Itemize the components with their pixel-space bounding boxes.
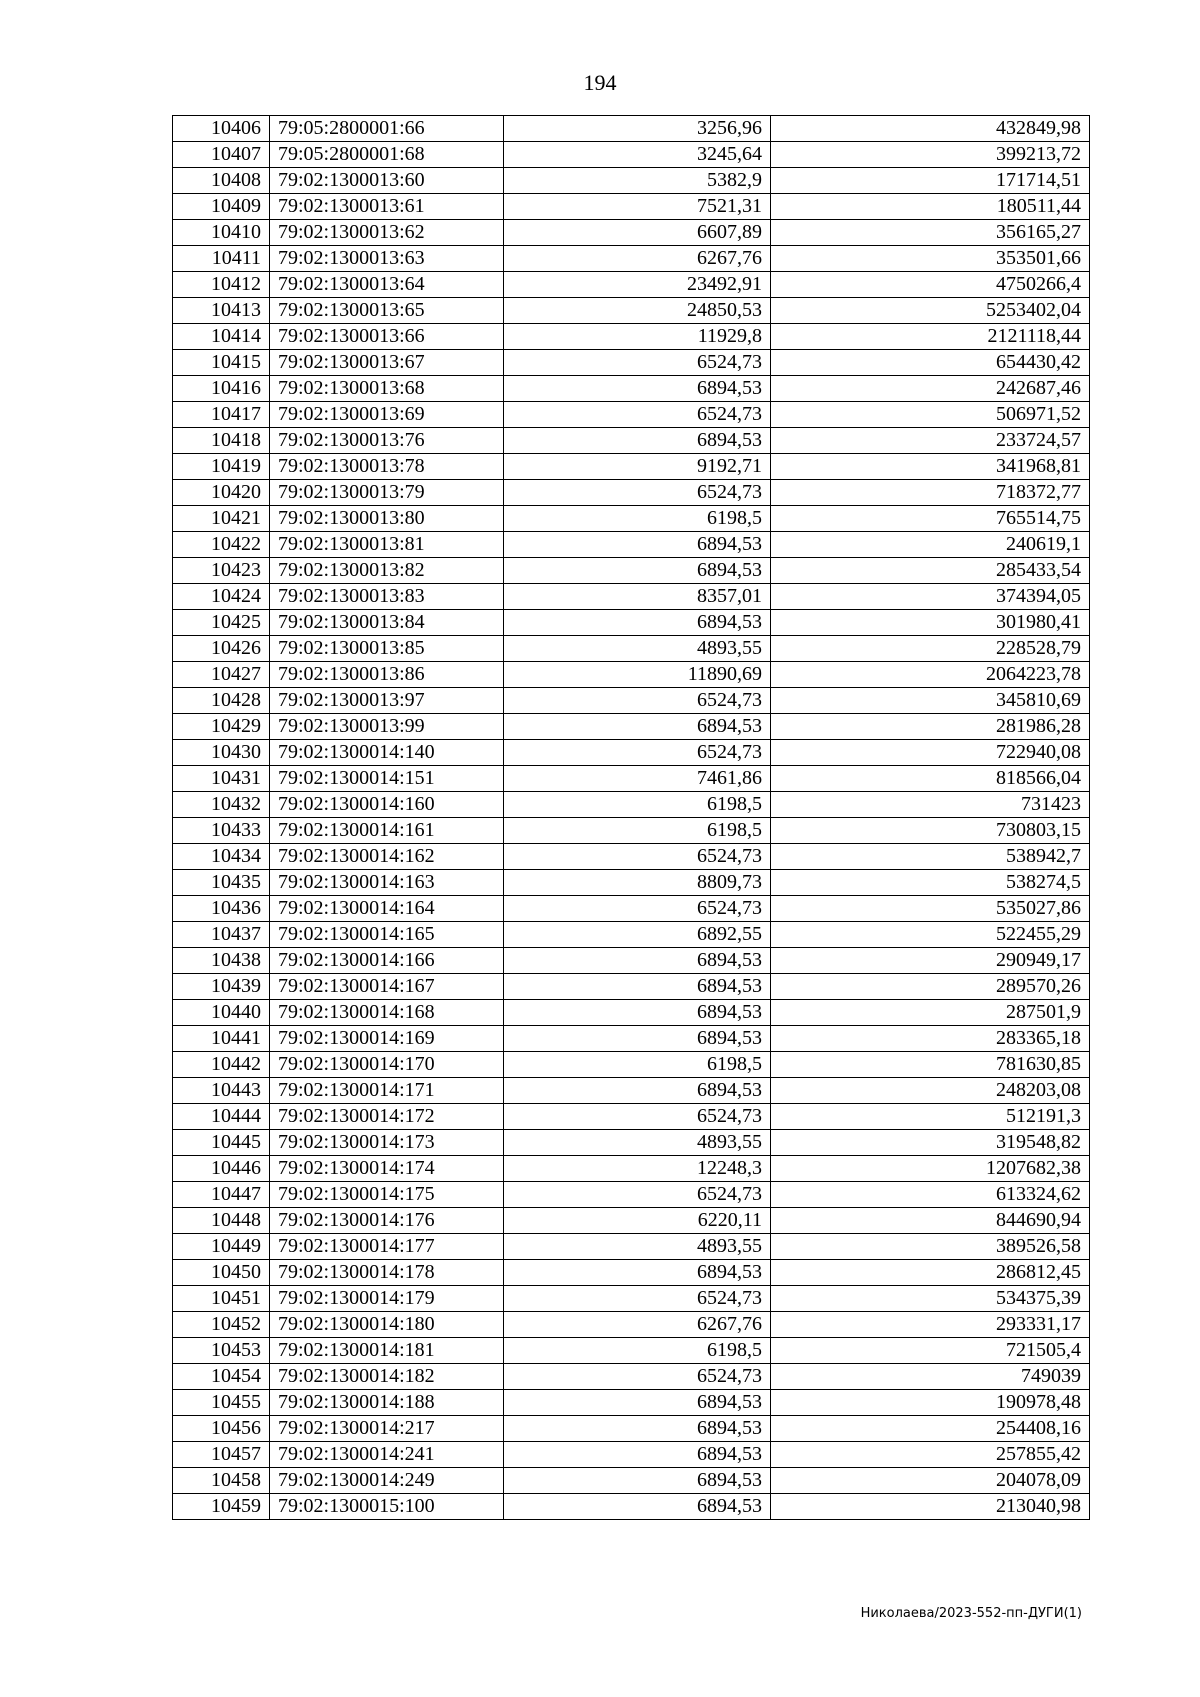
area-cell: 6524,73 [504, 896, 771, 922]
table-row [173, 220, 1090, 246]
cadastral-number-cell: 79:02:1300014:241 [270, 1442, 504, 1468]
area-cell: 6894,53 [504, 1442, 771, 1468]
page-number: 194 [583, 70, 617, 95]
cadastral-value-cell: 1207682,38 [771, 1156, 1090, 1182]
cadastral-number-cell: 79:02:1300014:162 [270, 844, 504, 870]
area-cell: 6894,53 [504, 1078, 771, 1104]
row-number-cell: 10406 [173, 116, 270, 142]
row-number-cell: 10420 [173, 480, 270, 506]
row-number-cell: 10415 [173, 350, 270, 376]
cadastral-number-cell: 79:02:1300014:217 [270, 1416, 504, 1442]
cadastral-value-cell: 535027,86 [771, 896, 1090, 922]
table-row [173, 350, 1090, 376]
cadastral-number-cell: 79:02:1300014:170 [270, 1052, 504, 1078]
table-row [173, 142, 1090, 168]
cadastral-value-cell: 4750266,4 [771, 272, 1090, 298]
area-cell: 8809,73 [504, 870, 771, 896]
table-row [173, 194, 1090, 220]
row-number-cell: 10407 [173, 142, 270, 168]
area-cell: 6524,73 [504, 688, 771, 714]
row-number-cell: 10457 [173, 1442, 270, 1468]
table-row [173, 1312, 1090, 1338]
row-number-cell: 10409 [173, 194, 270, 220]
cadastral-value-cell: 389526,58 [771, 1234, 1090, 1260]
cadastral-number-cell: 79:02:1300013:69 [270, 402, 504, 428]
cadastral-number-cell: 79:02:1300014:180 [270, 1312, 504, 1338]
area-cell: 6267,76 [504, 246, 771, 272]
area-cell: 6894,53 [504, 610, 771, 636]
table-row [173, 948, 1090, 974]
row-number-cell: 10449 [173, 1234, 270, 1260]
area-cell: 6198,5 [504, 792, 771, 818]
table-body [173, 116, 1090, 1520]
table-row [173, 428, 1090, 454]
cadastral-value-cell: 204078,09 [771, 1468, 1090, 1494]
cadastral-number-cell: 79:05:2800001:68 [270, 142, 504, 168]
cadastral-number-cell: 79:02:1300014:140 [270, 740, 504, 766]
cadastral-number-cell: 79:02:1300014:164 [270, 896, 504, 922]
row-number-cell: 10429 [173, 714, 270, 740]
area-cell: 3245,64 [504, 142, 771, 168]
area-cell: 6198,5 [504, 818, 771, 844]
table-row [173, 688, 1090, 714]
area-cell: 11929,8 [504, 324, 771, 350]
cadastral-value-table [172, 115, 1090, 1520]
row-number-cell: 10432 [173, 792, 270, 818]
cadastral-number-cell: 79:02:1300013:78 [270, 454, 504, 480]
cadastral-value-cell: 731423 [771, 792, 1090, 818]
row-number-cell: 10425 [173, 610, 270, 636]
cadastral-value-cell: 293331,17 [771, 1312, 1090, 1338]
cadastral-number-cell: 79:02:1300013:84 [270, 610, 504, 636]
row-number-cell: 10456 [173, 1416, 270, 1442]
table-row [173, 714, 1090, 740]
area-cell: 6894,53 [504, 974, 771, 1000]
cadastral-number-cell: 79:02:1300013:79 [270, 480, 504, 506]
row-number-cell: 10445 [173, 1130, 270, 1156]
table-row [173, 480, 1090, 506]
cadastral-value-cell: 512191,3 [771, 1104, 1090, 1130]
cadastral-value-cell: 399213,72 [771, 142, 1090, 168]
table-row [173, 974, 1090, 1000]
cadastral-value-cell: 432849,98 [771, 116, 1090, 142]
cadastral-number-cell: 79:02:1300014:168 [270, 1000, 504, 1026]
table-row [173, 922, 1090, 948]
area-cell: 6894,53 [504, 1026, 771, 1052]
area-cell: 6198,5 [504, 1052, 771, 1078]
cadastral-value-cell: 257855,42 [771, 1442, 1090, 1468]
area-cell: 6894,53 [504, 714, 771, 740]
table-row [173, 1052, 1090, 1078]
area-cell: 6524,73 [504, 1286, 771, 1312]
table-row [173, 298, 1090, 324]
row-number-cell: 10410 [173, 220, 270, 246]
cadastral-number-cell: 79:02:1300014:166 [270, 948, 504, 974]
row-number-cell: 10430 [173, 740, 270, 766]
cadastral-value-cell: 781630,85 [771, 1052, 1090, 1078]
row-number-cell: 10433 [173, 818, 270, 844]
cadastral-number-cell: 79:02:1300014:249 [270, 1468, 504, 1494]
row-number-cell: 10423 [173, 558, 270, 584]
cadastral-number-cell: 79:02:1300014:163 [270, 870, 504, 896]
cadastral-value-cell: 534375,39 [771, 1286, 1090, 1312]
row-number-cell: 10447 [173, 1182, 270, 1208]
cadastral-value-cell: 287501,9 [771, 1000, 1090, 1026]
cadastral-value-cell: 749039 [771, 1364, 1090, 1390]
row-number-cell: 10426 [173, 636, 270, 662]
table-row [173, 584, 1090, 610]
cadastral-value-cell: 721505,4 [771, 1338, 1090, 1364]
area-cell: 6220,11 [504, 1208, 771, 1234]
row-number-cell: 10416 [173, 376, 270, 402]
area-cell: 6524,73 [504, 740, 771, 766]
cadastral-number-cell: 79:02:1300013:65 [270, 298, 504, 324]
cadastral-number-cell: 79:02:1300014:171 [270, 1078, 504, 1104]
row-number-cell: 10442 [173, 1052, 270, 1078]
cadastral-value-cell: 190978,48 [771, 1390, 1090, 1416]
cadastral-number-cell: 79:02:1300014:182 [270, 1364, 504, 1390]
table-row [173, 1078, 1090, 1104]
area-cell: 7461,86 [504, 766, 771, 792]
row-number-cell: 10443 [173, 1078, 270, 1104]
area-cell: 6524,73 [504, 1364, 771, 1390]
table-row [173, 324, 1090, 350]
table-row [173, 1208, 1090, 1234]
cadastral-value-cell: 242687,46 [771, 376, 1090, 402]
row-number-cell: 10413 [173, 298, 270, 324]
table-row [173, 168, 1090, 194]
cadastral-value-cell: 301980,41 [771, 610, 1090, 636]
area-cell: 12248,3 [504, 1156, 771, 1182]
area-cell: 9192,71 [504, 454, 771, 480]
table-row [173, 506, 1090, 532]
cadastral-number-cell: 79:02:1300014:169 [270, 1026, 504, 1052]
table-row [173, 558, 1090, 584]
cadastral-value-cell: 240619,1 [771, 532, 1090, 558]
cadastral-number-cell: 79:02:1300013:63 [270, 246, 504, 272]
table-row [173, 844, 1090, 870]
area-cell: 6607,89 [504, 220, 771, 246]
table-row [173, 896, 1090, 922]
cadastral-value-cell: 718372,77 [771, 480, 1090, 506]
cadastral-value-cell: 522455,29 [771, 922, 1090, 948]
row-number-cell: 10434 [173, 844, 270, 870]
area-cell: 4893,55 [504, 1234, 771, 1260]
table-row [173, 740, 1090, 766]
cadastral-number-cell: 79:02:1300013:85 [270, 636, 504, 662]
row-number-cell: 10454 [173, 1364, 270, 1390]
cadastral-number-cell: 79:02:1300013:86 [270, 662, 504, 688]
cadastral-number-cell: 79:02:1300013:62 [270, 220, 504, 246]
cadastral-value-cell: 654430,42 [771, 350, 1090, 376]
row-number-cell: 10440 [173, 1000, 270, 1026]
cadastral-number-cell: 79:02:1300013:68 [270, 376, 504, 402]
cadastral-value-cell: 538942,7 [771, 844, 1090, 870]
row-number-cell: 10421 [173, 506, 270, 532]
table-row [173, 402, 1090, 428]
area-cell: 6894,53 [504, 1468, 771, 1494]
table-row [173, 1338, 1090, 1364]
table-row [173, 662, 1090, 688]
area-cell: 4893,55 [504, 636, 771, 662]
area-cell: 6524,73 [504, 480, 771, 506]
area-cell: 5382,9 [504, 168, 771, 194]
cadastral-value-cell: 345810,69 [771, 688, 1090, 714]
area-cell: 6894,53 [504, 1390, 771, 1416]
row-number-cell: 10435 [173, 870, 270, 896]
table-row [173, 870, 1090, 896]
cadastral-number-cell: 79:02:1300013:60 [270, 168, 504, 194]
cadastral-value-cell: 319548,82 [771, 1130, 1090, 1156]
row-number-cell: 10452 [173, 1312, 270, 1338]
cadastral-value-cell: 506971,52 [771, 402, 1090, 428]
cadastral-number-cell: 79:02:1300013:82 [270, 558, 504, 584]
cadastral-value-cell: 180511,44 [771, 194, 1090, 220]
row-number-cell: 10431 [173, 766, 270, 792]
cadastral-value-cell: 613324,62 [771, 1182, 1090, 1208]
area-cell: 6524,73 [504, 350, 771, 376]
row-number-cell: 10417 [173, 402, 270, 428]
cadastral-value-cell: 730803,15 [771, 818, 1090, 844]
area-cell: 6894,53 [504, 532, 771, 558]
cadastral-number-cell: 79:02:1300013:64 [270, 272, 504, 298]
area-cell: 7521,31 [504, 194, 771, 220]
cadastral-value-cell: 171714,51 [771, 168, 1090, 194]
table-row [173, 1442, 1090, 1468]
cadastral-number-cell: 79:02:1300013:97 [270, 688, 504, 714]
cadastral-number-cell: 79:02:1300014:176 [270, 1208, 504, 1234]
cadastral-value-cell: 285433,54 [771, 558, 1090, 584]
table-row [173, 1494, 1090, 1520]
table-row [173, 1026, 1090, 1052]
table-row [173, 1468, 1090, 1494]
row-number-cell: 10418 [173, 428, 270, 454]
cadastral-number-cell: 79:02:1300013:80 [270, 506, 504, 532]
row-number-cell: 10412 [173, 272, 270, 298]
cadastral-number-cell: 79:02:1300014:161 [270, 818, 504, 844]
area-cell: 6894,53 [504, 1000, 771, 1026]
cadastral-value-cell: 341968,81 [771, 454, 1090, 480]
cadastral-number-cell: 79:02:1300014:178 [270, 1260, 504, 1286]
cadastral-number-cell: 79:02:1300014:165 [270, 922, 504, 948]
cadastral-value-cell: 2121118,44 [771, 324, 1090, 350]
cadastral-value-cell: 228528,79 [771, 636, 1090, 662]
row-number-cell: 10439 [173, 974, 270, 1000]
area-cell: 6894,53 [504, 558, 771, 584]
cadastral-value-cell: 248203,08 [771, 1078, 1090, 1104]
table-row [173, 1234, 1090, 1260]
cadastral-number-cell: 79:02:1300014:179 [270, 1286, 504, 1312]
area-cell: 11890,69 [504, 662, 771, 688]
table-row [173, 1000, 1090, 1026]
row-number-cell: 10441 [173, 1026, 270, 1052]
row-number-cell: 10408 [173, 168, 270, 194]
row-number-cell: 10419 [173, 454, 270, 480]
table-row [173, 1364, 1090, 1390]
cadastral-value-cell: 765514,75 [771, 506, 1090, 532]
area-cell: 6198,5 [504, 1338, 771, 1364]
row-number-cell: 10455 [173, 1390, 270, 1416]
cadastral-number-cell: 79:02:1300013:76 [270, 428, 504, 454]
cadastral-number-cell: 79:02:1300014:151 [270, 766, 504, 792]
cadastral-number-cell: 79:02:1300014:174 [270, 1156, 504, 1182]
row-number-cell: 10428 [173, 688, 270, 714]
cadastral-number-cell: 79:02:1300015:100 [270, 1494, 504, 1520]
cadastral-value-cell: 5253402,04 [771, 298, 1090, 324]
table-row [173, 610, 1090, 636]
area-cell: 6267,76 [504, 1312, 771, 1338]
cadastral-value-cell: 286812,45 [771, 1260, 1090, 1286]
table-row [173, 246, 1090, 272]
row-number-cell: 10453 [173, 1338, 270, 1364]
area-cell: 6894,53 [504, 428, 771, 454]
cadastral-value-cell: 254408,16 [771, 1416, 1090, 1442]
row-number-cell: 10459 [173, 1494, 270, 1520]
cadastral-number-cell: 79:02:1300013:81 [270, 532, 504, 558]
cadastral-value-cell: 722940,08 [771, 740, 1090, 766]
cadastral-value-cell: 289570,26 [771, 974, 1090, 1000]
table-row [173, 454, 1090, 480]
cadastral-value-cell: 538274,5 [771, 870, 1090, 896]
cadastral-number-cell: 79:02:1300013:83 [270, 584, 504, 610]
area-cell: 6894,53 [504, 1260, 771, 1286]
cadastral-value-cell: 283365,18 [771, 1026, 1090, 1052]
table-row [173, 1416, 1090, 1442]
cadastral-number-cell: 79:02:1300014:173 [270, 1130, 504, 1156]
cadastral-number-cell: 79:02:1300013:67 [270, 350, 504, 376]
table-row [173, 1130, 1090, 1156]
row-number-cell: 10444 [173, 1104, 270, 1130]
cadastral-value-cell: 290949,17 [771, 948, 1090, 974]
row-number-cell: 10450 [173, 1260, 270, 1286]
cadastral-value-cell: 353501,66 [771, 246, 1090, 272]
cadastral-value-cell: 233724,57 [771, 428, 1090, 454]
area-cell: 6198,5 [504, 506, 771, 532]
table-row [173, 636, 1090, 662]
cadastral-value-cell: 844690,94 [771, 1208, 1090, 1234]
table-row [173, 1156, 1090, 1182]
area-cell: 4893,55 [504, 1130, 771, 1156]
table-row [173, 116, 1090, 142]
table-row [173, 1104, 1090, 1130]
area-cell: 6894,53 [504, 376, 771, 402]
row-number-cell: 10438 [173, 948, 270, 974]
area-cell: 6894,53 [504, 1416, 771, 1442]
area-cell: 6524,73 [504, 844, 771, 870]
cadastral-value-cell: 281986,28 [771, 714, 1090, 740]
area-cell: 3256,96 [504, 116, 771, 142]
cadastral-value-cell: 213040,98 [771, 1494, 1090, 1520]
cadastral-value-cell: 356165,27 [771, 220, 1090, 246]
cadastral-number-cell: 79:02:1300014:167 [270, 974, 504, 1000]
table-row [173, 766, 1090, 792]
area-cell: 6894,53 [504, 1494, 771, 1520]
row-number-cell: 10446 [173, 1156, 270, 1182]
cadastral-number-cell: 79:02:1300014:172 [270, 1104, 504, 1130]
row-number-cell: 10437 [173, 922, 270, 948]
area-cell: 6894,53 [504, 948, 771, 974]
cadastral-number-cell: 79:05:2800001:66 [270, 116, 504, 142]
area-cell: 6524,73 [504, 402, 771, 428]
table-row [173, 272, 1090, 298]
table-row [173, 792, 1090, 818]
cadastral-value-cell: 2064223,78 [771, 662, 1090, 688]
table-row [173, 818, 1090, 844]
cadastral-value-cell: 818566,04 [771, 766, 1090, 792]
cadastral-number-cell: 79:02:1300014:160 [270, 792, 504, 818]
table-row [173, 1390, 1090, 1416]
table-row [173, 376, 1090, 402]
row-number-cell: 10424 [173, 584, 270, 610]
row-number-cell: 10427 [173, 662, 270, 688]
cadastral-number-cell: 79:02:1300013:99 [270, 714, 504, 740]
row-number-cell: 10411 [173, 246, 270, 272]
table-row [173, 532, 1090, 558]
cadastral-number-cell: 79:02:1300013:66 [270, 324, 504, 350]
cadastral-number-cell: 79:02:1300014:188 [270, 1390, 504, 1416]
row-number-cell: 10422 [173, 532, 270, 558]
cadastral-number-cell: 79:02:1300014:175 [270, 1182, 504, 1208]
area-cell: 24850,53 [504, 298, 771, 324]
cadastral-number-cell: 79:02:1300014:177 [270, 1234, 504, 1260]
table-row [173, 1182, 1090, 1208]
row-number-cell: 10458 [173, 1468, 270, 1494]
area-cell: 8357,01 [504, 584, 771, 610]
area-cell: 6892,55 [504, 922, 771, 948]
area-cell: 6524,73 [504, 1182, 771, 1208]
row-number-cell: 10414 [173, 324, 270, 350]
table-row [173, 1260, 1090, 1286]
row-number-cell: 10436 [173, 896, 270, 922]
row-number-cell: 10451 [173, 1286, 270, 1312]
table-row [173, 1286, 1090, 1312]
area-cell: 6524,73 [504, 1104, 771, 1130]
cadastral-value-cell: 374394,05 [771, 584, 1090, 610]
cadastral-number-cell: 79:02:1300014:181 [270, 1338, 504, 1364]
document-footer-id: Николаева/2023-552-пп-ДУГИ(1) [860, 1606, 1082, 1621]
row-number-cell: 10448 [173, 1208, 270, 1234]
area-cell: 23492,91 [504, 272, 771, 298]
cadastral-number-cell: 79:02:1300013:61 [270, 194, 504, 220]
